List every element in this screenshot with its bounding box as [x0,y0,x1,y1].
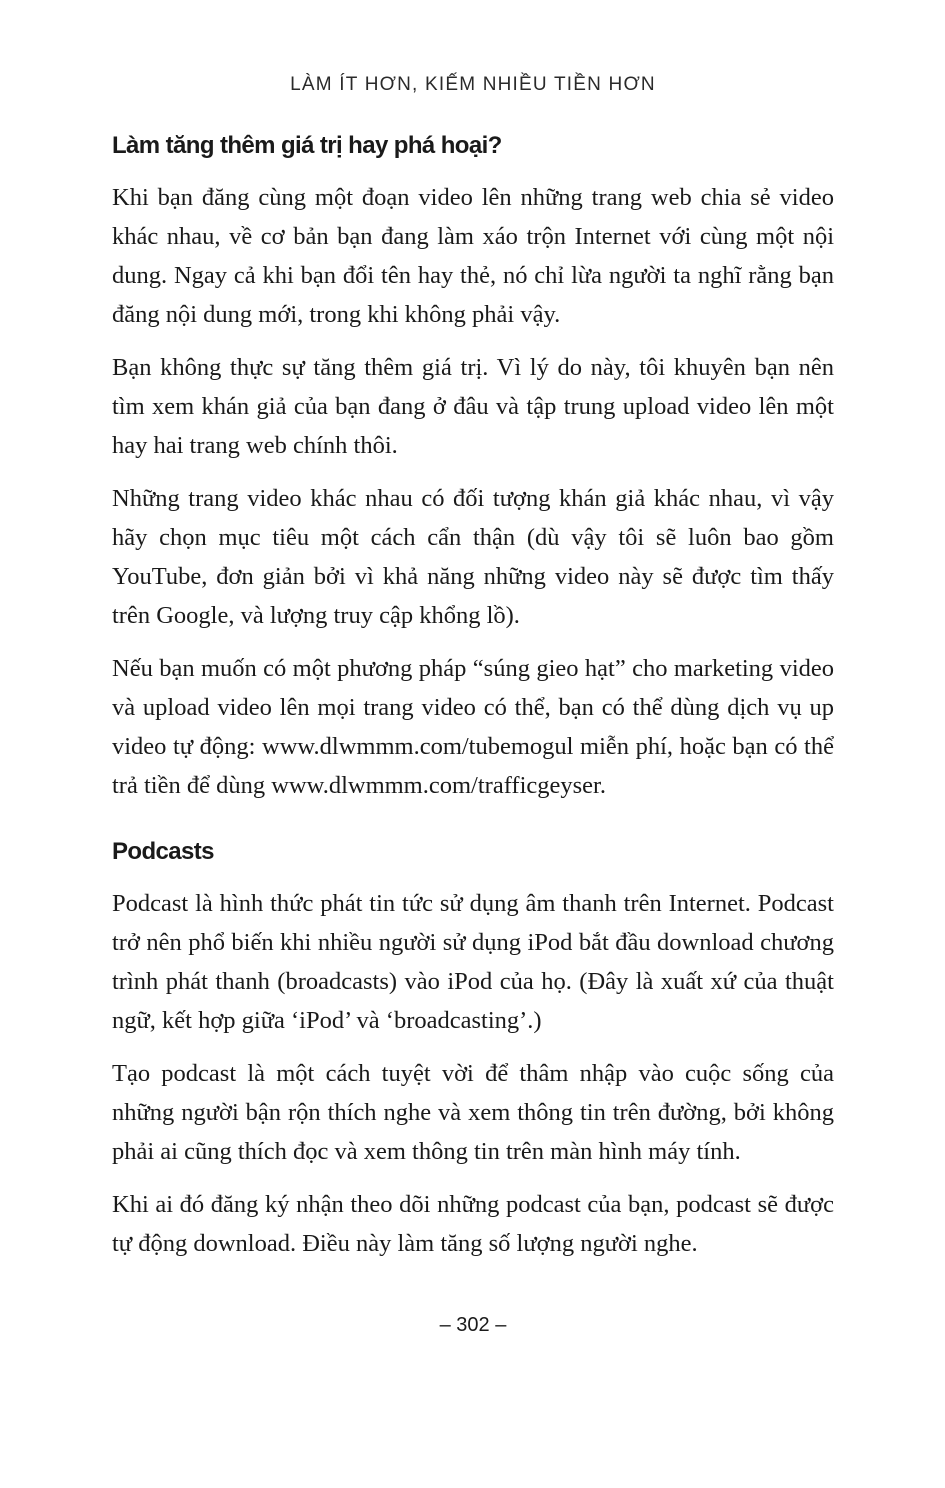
paragraph: Tạo podcast là một cách tuyệt vời để thâm nhập vào cuộc sống của những người bận rộn thích nghe và xem thông tin trên đường, bởi không phải ai cũng thích đọc và xem thông tin trên màn hình máy tính. [112,1060,834,1165]
paragraph: Bạn không thực sự tăng thêm giá trị. Vì lý do này, tôi khuyên bạn nên tìm xem khán giả của bạn đang ở đâu và tập trung upload video lên một hay hai trang web chính thôi. [112,354,834,459]
paragraph: Khi ai đó đăng ký nhận theo dõi những podcast của bạn, podcast sẽ được tự động download. Điều này làm tăng số lượng người nghe. [112,1191,834,1257]
section-adding-value [112,131,834,805]
paragraph: Nếu bạn muốn có một phương pháp “súng gieo hạt” cho marketing video và upload video lên mọi trang video có thể, bạn có thể dùng dịch vụ up video tự động: www.dlwmmm.com/tubemogul miễn phí, hoặc bạn có thể trả tiền để dùng www.dlwmmm.com/trafficgeyser. [112,655,834,799]
paragraph: Những trang video khác nhau có đối tượng khán giả khác nhau, vì vậy hãy chọn mục tiêu một cách cẩn thận (dù vậy tôi sẽ luôn bao gồm YouTube, đơn giản bởi vì khả năng những video này sẽ được tìm thấy trên Google, và lượng truy cập khổng lồ). [112,485,834,629]
paragraph: Podcast là hình thức phát tin tức sử dụng âm thanh trên Internet. Podcast trở nên phổ biến khi nhiều người sử dụng iPod bắt đầu download chương trình phát thanh (broadcasts) vào iPod của họ. (Đây là xuất xứ của thuật ngữ, kết hợp giữa ‘iPod’ và ‘broadcasting’.) [112,890,834,1034]
page-number: – 302 – [439,1314,507,1336]
section-heading: Podcasts [112,838,214,865]
section-podcasts [112,837,834,1263]
section-heading: Làm tăng thêm giá trị hay phá hoại? [112,132,502,159]
running-header: LÀM ÍT HƠN, KIẾM NHIỀU TIỀN HƠN [290,74,656,95]
book-page [112,0,834,1488]
paragraph: Khi bạn đăng cùng một đoạn video lên những trang web chia sẻ video khác nhau, về cơ bản bạn đang làm xáo trộn Internet với cùng một nội dung. Ngay cả khi bạn đổi tên hay thẻ, nó chỉ lừa người ta nghĩ rằng bạn đăng nội dung mới, trong khi không phải vậy. [112,184,834,328]
